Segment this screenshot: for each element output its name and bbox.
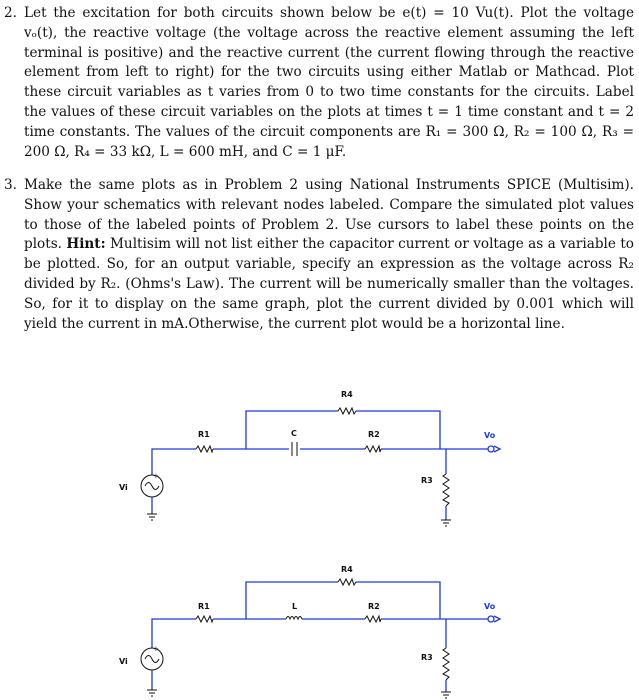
problem-3-text-intro: Make the same plots as in Problem 2 using National Instruments SPICE (Multisim). Show your schematics with relevant nodes labeled. Compare the simulated plot values to those of the labeled points of Problem 2. Use cursors to label these points on the plots. <box>24 177 634 253</box>
circuit-rc <box>119 390 500 526</box>
ground-icon <box>147 690 157 696</box>
label-r4-top: R4 <box>341 390 353 399</box>
svg-text:+: + <box>153 645 159 653</box>
problem-2-number: 2. <box>4 5 17 21</box>
ground-icon <box>441 520 451 526</box>
circuit-rl <box>119 565 500 698</box>
wire-top-main <box>152 449 488 475</box>
label-vi-top: Vi <box>119 483 128 492</box>
label-vo-top: Vo <box>484 431 496 440</box>
wire-top-r4-loop <box>246 411 440 449</box>
resistor-r2-top <box>365 446 381 452</box>
ground-icon <box>147 514 157 520</box>
ac-source-icon <box>141 645 163 670</box>
problem-2-text: Let the excitation for both circuits shown below be e(t) = 10 Vu(t). Plot the voltage vₒ(t), the reactive voltage (the voltage across the reactive element assuming the left terminal is positive) and the reactive current (the current flowing through the reactive element from left to right) for the two circuits using either Matlab or Mathcad. Plot these circuit variables as t varies from 0 to two time constants for the circuits. Label the values of these circuit variables on the plots at times t = 1 time constant and t = 2 time constants. The values of the circuit components are R₁ = 300 Ω, R₂ = 100 Ω, R₃ = 200 Ω, R₄ = 33 kΩ, L = 600 mH, and C = 1 μF. <box>24 5 634 160</box>
capacitor-icon <box>292 442 297 456</box>
label-r2-top: R2 <box>368 430 380 439</box>
label-r2-bottom: R2 <box>368 602 380 611</box>
inductor-icon <box>286 617 302 620</box>
problem-3-number: 3. <box>4 177 17 193</box>
label-r1-top: R1 <box>198 430 210 439</box>
label-r1-bottom: R1 <box>198 602 210 611</box>
output-arrow-top <box>494 446 500 452</box>
ground-icon <box>441 692 451 698</box>
problem-3-text-hint: Multisim will not list either the capacitor current or voltage as a variable to be plotted. So, for an output variable, specify an expression as the voltage across R₂ divided by R₂. (Ohms's Law). The current will be numerically smaller than the voltages. So, for it to display on the same graph, plot the current divided by 0.001 which will yield the current in mA.Otherwise, the current plot would be a horizontal line. <box>24 236 634 332</box>
resistor-r1-top <box>196 446 213 452</box>
hint-label: Hint: <box>66 236 106 253</box>
label-l: L <box>292 602 298 611</box>
label-vi-bottom: Vi <box>119 657 128 666</box>
label-r4-bottom: R4 <box>341 565 353 574</box>
wire-bottom-r4-loop <box>246 582 440 619</box>
resistor-r3-top <box>443 474 449 506</box>
resistor-r4-top <box>338 408 356 414</box>
resistor-r3-bottom <box>443 648 449 680</box>
label-r3-bottom: R3 <box>421 653 433 662</box>
wire-bottom-main <box>152 619 488 648</box>
output-arrow-bottom <box>494 616 500 622</box>
svg-text:+: + <box>153 472 159 480</box>
output-terminal-bottom <box>488 616 494 622</box>
label-c: C <box>291 429 297 438</box>
ac-source-icon <box>141 472 163 497</box>
label-r3-top: R3 <box>421 476 433 485</box>
resistor-r2-bottom <box>365 616 381 622</box>
label-vo-bottom: Vo <box>484 602 496 611</box>
resistor-r1-bottom <box>196 616 213 622</box>
resistor-r4-bottom <box>338 579 356 585</box>
output-terminal-top <box>488 446 494 452</box>
